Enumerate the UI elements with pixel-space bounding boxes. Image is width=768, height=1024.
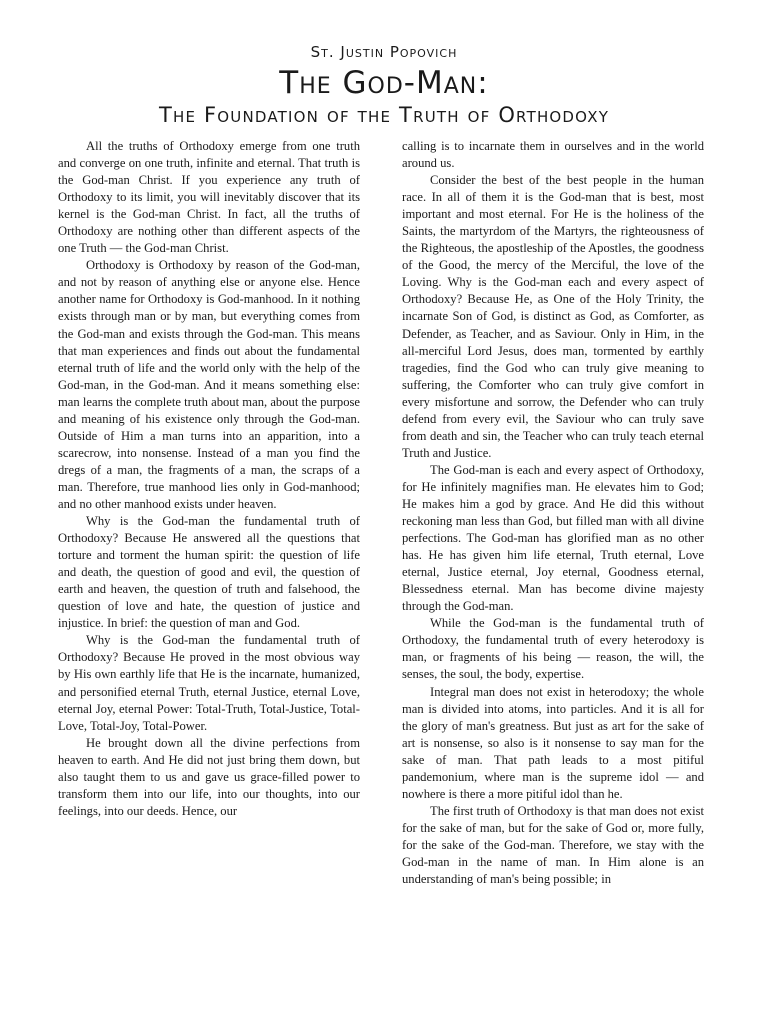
paragraph: All the truths of Orthodoxy emerge from one truth and converge on one truth, infinite and eternal. That truth is the God-man Christ. If you experience any truth of Orthodoxy to its limit, you will inevitably discover that its kernel is the God-man Christ. In fact, all the truths of Orthodoxy are nothing other than different aspects of the one Truth — the God-man Christ.	[58, 139, 360, 256]
paragraph: Why is the God-man the fundamental truth of Orthodoxy? Because He proved in the most obvious way by His own earthly life that He is the incarnate, humanized, and personified eternal Truth, eternal Justice, eternal Love, eternal Joy, eternal Power: Total-Truth, Total-Justice, Total-Love, Total-Joy, Total-Power.	[58, 633, 360, 733]
paragraph: While the God-man is the fundamental truth of Orthodoxy, the fundamental truth of every heterodoxy is man, or fragments of his being — reason, the will, the senses, the soul, the body, expertise.	[402, 616, 704, 682]
document-subtitle: The Foundation of the Truth of Orthodoxy	[158, 103, 610, 127]
paragraph: Consider the best of the best people in the human race. In all of them it is the God-man that is best, most important and most eternal. For He is the holiness of the Saints, the martyrdom of the Martyrs, the righteousness of the Righteous, the apostleship of the Apostles, the goodness of the Good, the mercy of the Merciful, the love of the Loving. Why is the God-man each and every aspect of Orthodoxy? Because He, as One of the Holy Trinity, the incarnate Son of God, is distinct as God, as Comforter, as Defender, as Teacher, and as Saviour. Only in Him, in the all-merciful Lord Jesus, does man, tormented by earthly tragedies, find the God who can truly give meaning to suffering, the Comforter who can truly give comfort in every misfortune and sorrow, the Defender who can truly defend from every evil, the Saviour who can truly save from death and sin, the Teacher who can truly teach eternal Truth and Justice.	[402, 173, 704, 460]
paragraph: Integral man does not exist in heterodoxy; the whole man is divided into atoms, into particles. And it is all for the glory of man's greatness. But just as art for the sake of art is nonsense, so also is it nonsense to say man for the sake of man. That path leads to a most pitiful pandemonium, where man is the supreme idol — and nowhere is there a more pitiful idol than he.	[402, 684, 704, 801]
left-column	[58, 138, 360, 820]
paragraph: He brought down all the divine perfections from heaven to earth. And He did not just bring them down, but also taught them to us and gave us grace-filled power to transform them into our life, into our thoughts, into our feelings, into our deeds. Hence, our	[58, 735, 360, 818]
document-header	[0, 40, 768, 129]
paragraph-continuation: calling is to incarnate them in ourselves and in the world around us.	[402, 139, 704, 171]
document-title: The God-Man:	[279, 65, 489, 101]
author-name: St. Justin Popovich	[310, 43, 458, 61]
paragraph: Orthodoxy is Orthodoxy by reason of the God-man, and not by reason of anything else or anyone else. Hence another name for Orthodoxy is God-manhood. In it nothing exists through man or by man, but everything comes from the God-man and exists through the God-man. This means that man experiences and finds out about the fundamental eternal truth of life and the world only with the help of the God-man, in the God-man. And it means something else: man learns the complete truth about man, about the purpose and meaning of his existence only through the God-man. Outside of Him a man turns into an apparition, into a scarecrow, into nonsense. Instead of a man you find the dregs of a man, the fragments of a man, the scraps of a man. Therefore, true manhood lies only in God-manhood; and no other manhood exists under heaven.	[58, 258, 360, 511]
right-column	[402, 138, 704, 888]
paragraph: The first truth of Orthodoxy is that man does not exist for the sake of man, but for the sake of God or, more fully, for the sake of the God-man. Therefore, we stay with the God-man in the name of man. In Him alone is an understanding of man's being possible; in	[402, 803, 704, 887]
paragraph: Why is the God-man the fundamental truth of Orthodoxy? Because He answered all the questions that torture and torment the human spirit: the question of life and death, the question of good and evil, the question of earth and heaven, the question of truth and falsehood, the question of love and hate, the question of justice and injustice. In brief: the question of man and God.	[58, 514, 360, 631]
paragraph: The God-man is each and every aspect of Orthodoxy, for He infinitely magnifies man. He elevates him to God; He makes him a god by grace. And He did this without reckoning man less than God, but filled man with all divine perfections. The God-man has glorified man as no other has. He has given him life eternal, Truth eternal, Love eternal, Justice eternal, Joy eternal, Goodness eternal, Blessedness eternal. Man has become divine majesty through the God-man.	[402, 462, 704, 614]
